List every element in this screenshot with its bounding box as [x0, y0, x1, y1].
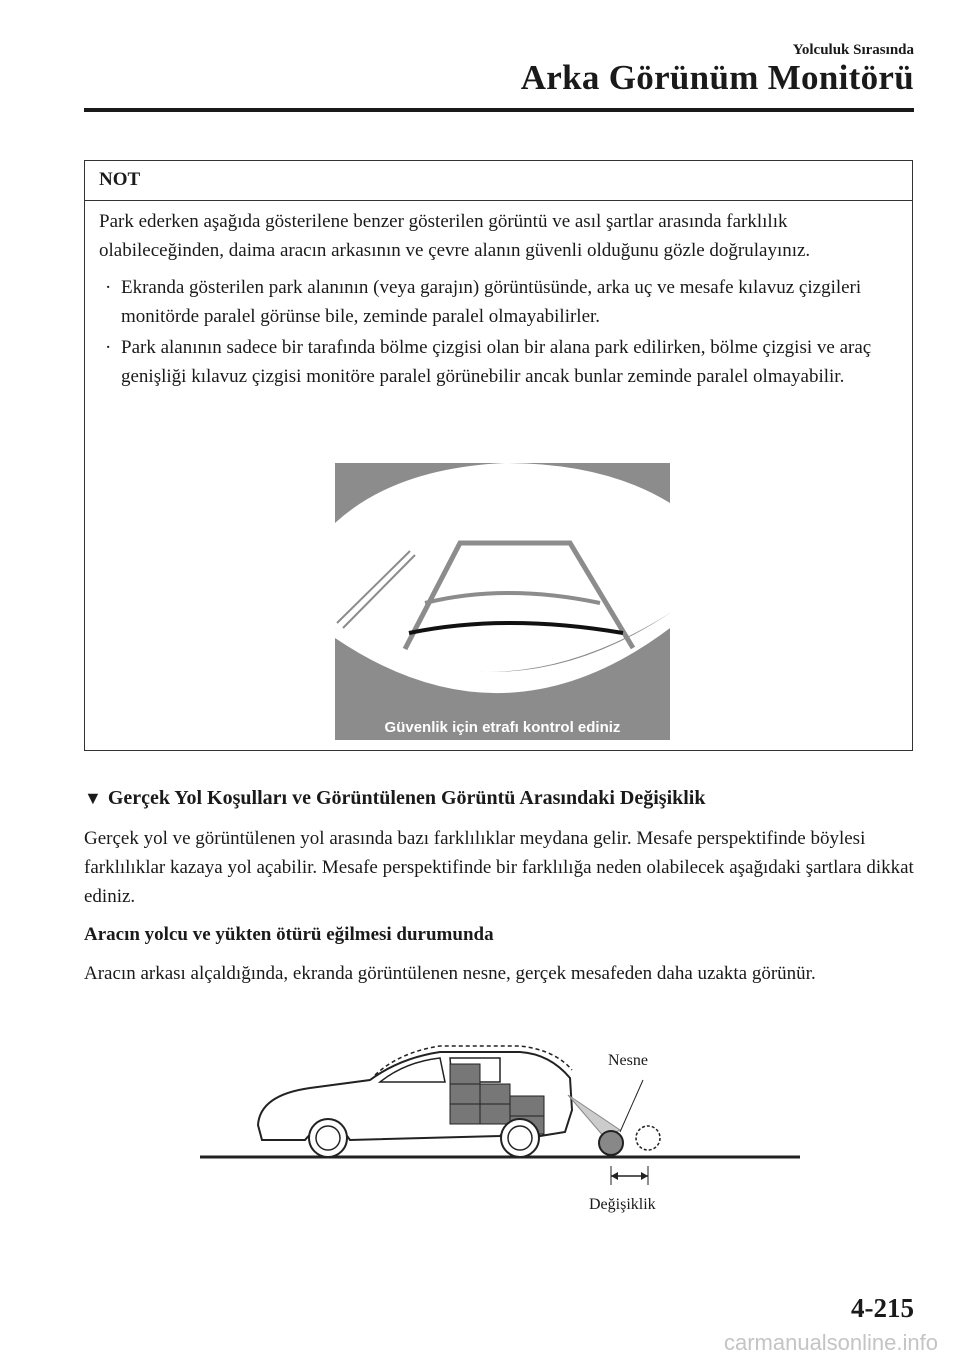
car-tilt-figure — [200, 1040, 800, 1220]
car-diagram — [200, 1040, 800, 1220]
page-number: 4-215 — [851, 1293, 914, 1323]
note-bullet — [99, 333, 882, 391]
note-bullet — [99, 273, 882, 331]
subheading-paragraph: Aracın arkası alçaldığında, ekranda görüntülenen nesne, gerçek mesafeden daha uzakta görünür. — [84, 963, 816, 984]
bullet-dot-icon: · — [105, 337, 112, 358]
rear-view-monitor-screen — [335, 463, 670, 740]
watermark: carmanualsonline.info — [723, 1330, 938, 1355]
note-heading: NOT — [85, 161, 912, 201]
note-bullet-text: Park alanının sadece bir tarafında bölme çizgisi olan bir alana park edilirken, bölme çizgisi ve araç genişliği kılavuz çizgisi monitöre paralel görünebilir ancak bunlar zeminde paralel olmayabilir. — [121, 337, 872, 387]
section-heading — [84, 787, 705, 810]
section-paragraph: Gerçek yol ve görüntülenen yol arasında bazı farklılıklar meydana gelir. Mesafe perspektifinde böylesi farklılıklar kazaya yol açabilir. Mesafe perspektifinde bir farklılığa neden olabilecek aşağıdaki şartlara dikkat ediniz. — [84, 828, 914, 907]
note-box — [84, 160, 913, 751]
bullet-dot-icon: · — [105, 277, 112, 298]
difference-label: Değişiklik — [589, 1196, 656, 1213]
triangle-marker-icon: ▼ — [84, 788, 102, 808]
note-paragraph: Park ederken aşağıda gösterilene benzer gösterilen görüntü ve asıl şartlar arasında farklılık olabileceğinden, daima aracın arkasının ve çevre alanın güvenli olduğunu gözle doğrulayınız. — [99, 211, 811, 261]
section-label: Yolculuk Sırasında — [792, 42, 914, 58]
monitor-image — [335, 463, 670, 740]
header-rule — [84, 108, 914, 112]
object-label: Nesne — [608, 1052, 648, 1069]
subheading: Aracın yolcu ve yükten ötürü eğilmesi durumunda — [84, 924, 494, 945]
page-title: Arka Görünüm Monitörü — [520, 58, 914, 97]
note-bullet-text: Ekranda gösterilen park alanının (veya garajın) görüntüsünde, arka uç ve mesafe kılavuz çizgileri monitörde paralel görünse bile, zeminde paralel olmayabilirler. — [121, 277, 862, 327]
section-heading-text: Gerçek Yol Koşulları ve Görüntülenen Görüntü Arasındaki Değişiklik — [107, 787, 706, 809]
monitor-caption: Güvenlik için etrafı kontrol ediniz — [384, 719, 621, 736]
